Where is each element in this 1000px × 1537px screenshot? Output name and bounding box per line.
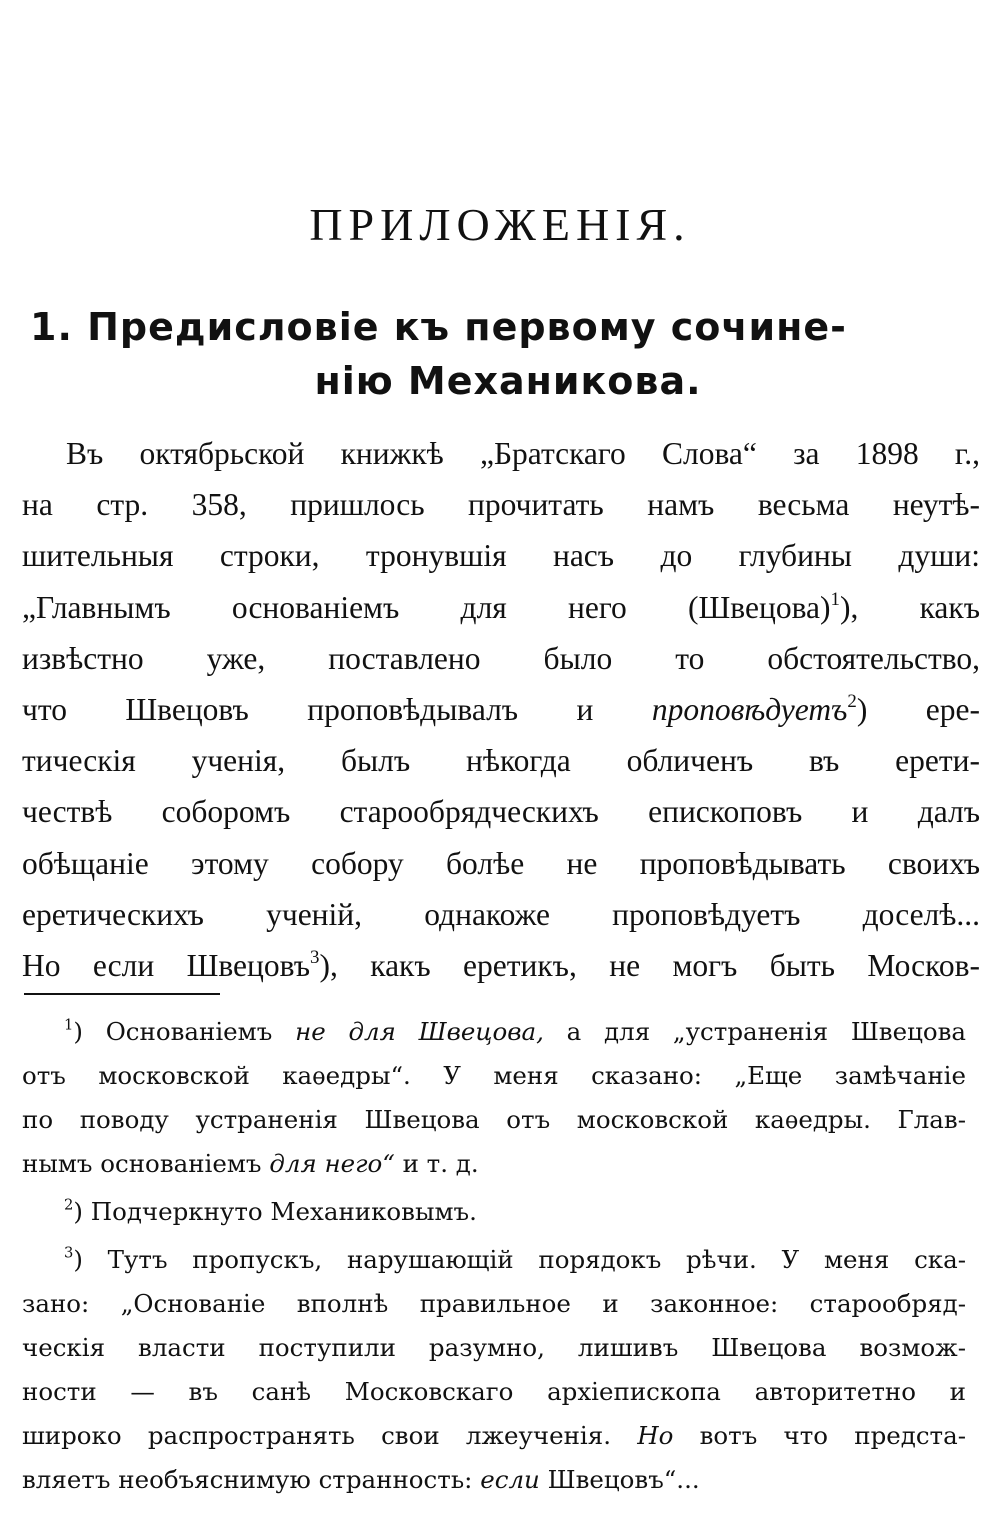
footnote-text: нымъ основаніемъ xyxy=(22,1149,262,1178)
footnote-mark: 1 xyxy=(64,1016,74,1034)
footnote-1-line xyxy=(22,1142,966,1186)
footnote-ref-3: 3 xyxy=(310,946,320,968)
body-text-fragment: „Главнымъ основаніемъ для него (Швецова) xyxy=(22,589,831,625)
footnote-text: вотъ что предста- xyxy=(699,1421,966,1450)
section-heading: ПРИЛОЖЕНІЯ. xyxy=(309,199,691,250)
footnote-text: широко распространять свои лжеученія. xyxy=(22,1421,612,1450)
footnote-ref-2: 2 xyxy=(847,690,857,712)
body-text-fragment: ), какъ еретикъ, не могъ быть Москов- xyxy=(319,948,980,984)
footnote-text: ) Подчеркнуто Механиковымъ. xyxy=(73,1197,477,1226)
footnote-divider xyxy=(24,993,220,995)
body-line xyxy=(22,684,980,735)
footnote-text: и т. д. xyxy=(402,1149,479,1178)
footnote-3-line xyxy=(22,1414,966,1458)
footnote-3-line: ческія власти поступили разумно, лишивъ Швецова возмож- xyxy=(22,1333,966,1362)
footnote-3-line: зано: „Основаніе вполнѣ правильное и законное: старообряд- xyxy=(22,1289,966,1318)
footnote-mark: 2 xyxy=(64,1196,74,1214)
footnote-text: а для „устраненія Швецова xyxy=(566,1017,966,1046)
footnote-text: вляетъ необъяснимую странность: xyxy=(22,1465,473,1494)
body-text-fragment: ), какъ xyxy=(839,589,980,625)
footnote-1-line: отъ московской каѳедры“. У меня сказано: „Еще замѣчаніе xyxy=(22,1061,966,1090)
body-text-fragment: что Швецовъ проповѣдывалъ и xyxy=(22,692,594,728)
body-paragraph xyxy=(22,428,980,991)
footnote-text: ) Основаніемъ xyxy=(73,1017,273,1046)
body-text-fragment: ) ере- xyxy=(856,692,980,728)
footnote-3-line xyxy=(22,1238,966,1282)
footnote-1-line xyxy=(22,1010,966,1054)
body-text-fragment: Но если Швецовъ xyxy=(22,948,311,984)
body-line xyxy=(22,582,980,633)
footnote-emphasis: Но xyxy=(637,1421,674,1450)
footnote-3-line: ности — въ санѣ Московскаго архіепископа авторитетно и xyxy=(22,1377,966,1406)
footnote-mark: 3 xyxy=(64,1244,74,1262)
footnote-ref-1: 1 xyxy=(830,588,840,610)
body-line: шительныя строки, тронувшія насъ до глубины души: xyxy=(22,538,980,574)
body-line: извѣстно уже, поставлено было то обстоятельство, xyxy=(22,640,980,676)
body-line: обѣщаніе этому собору болѣе не проповѣдывать своихъ xyxy=(22,845,980,881)
footnote-text: Швецовъ“... xyxy=(547,1465,700,1494)
footnote-2-line xyxy=(22,1190,966,1234)
body-line: еретическихъ ученій, однакоже проповѣдуетъ доселѣ... xyxy=(22,896,980,932)
footnote-3-line xyxy=(22,1458,966,1502)
chapter-heading-line-2: нію Механикова. xyxy=(314,359,702,403)
footnote-emphasis: если xyxy=(480,1465,540,1494)
body-line: на стр. 358, пришлось прочитать намъ весьма неутѣ- xyxy=(22,487,980,523)
footnote-emphasis: для него“ xyxy=(269,1149,395,1178)
body-line: Въ октябрьской книжкѣ „Братскаго Слова“ за 1898 г., xyxy=(66,436,980,471)
footnote-1-line: по поводу устраненія Швецова отъ московской каѳедры. Глав- xyxy=(22,1105,966,1134)
footnote-text: ) Тутъ пропускъ, нарушающій порядокъ рѣчи. У меня ска- xyxy=(73,1245,966,1274)
body-line: чествѣ соборомъ старообрядческихъ епископовъ и далъ xyxy=(22,794,980,830)
chapter-heading-line-1: 1. Предисловіе къ первому сочине- xyxy=(30,305,847,349)
footnotes xyxy=(22,1010,966,1502)
body-line xyxy=(22,940,980,991)
footnote-emphasis: не для Швецова, xyxy=(295,1017,544,1046)
emphasized-word: проповѣдуетъ xyxy=(651,692,848,728)
chapter-heading xyxy=(28,300,988,408)
body-line: тическія ученія, былъ нѣкогда обличенъ въ ерети- xyxy=(22,743,980,779)
